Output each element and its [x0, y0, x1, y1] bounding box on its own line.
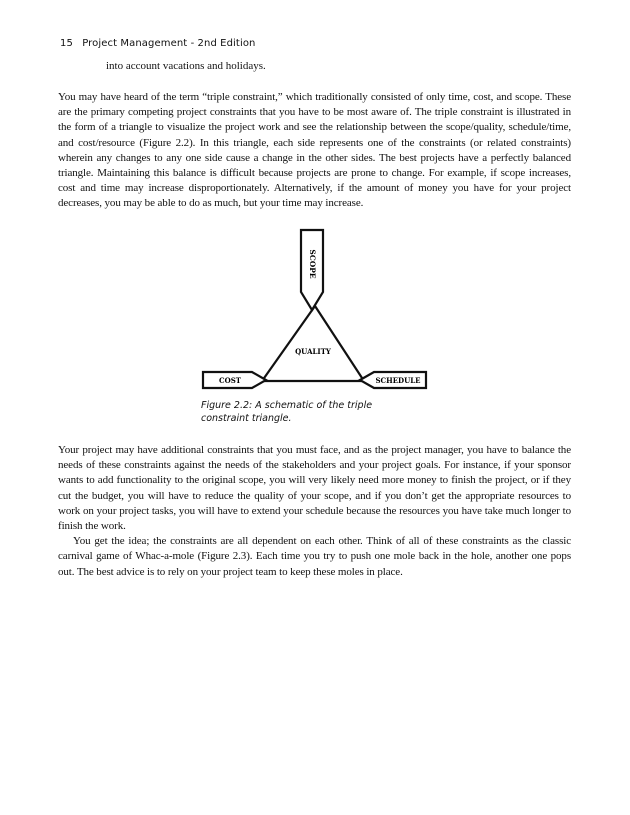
- continuation-line: into account vacations and holidays.: [106, 60, 266, 72]
- cost-label: COST: [219, 376, 241, 385]
- running-header: [60, 38, 255, 49]
- quality-label: QUALITY: [295, 347, 331, 356]
- paragraph-1-block: [58, 90, 571, 212]
- page-number: 15: [60, 38, 73, 49]
- paragraph-3: You get the idea; the constraints are all dependent on each other. Think of all of these constraints as the classic carnival game of Whac-a-mole (Figure 2.3). Each time you try to push one mole back in the hole, another one pops out. The best advice is to rely on your project team to keep these moles in place.: [58, 535, 571, 578]
- figure-caption: Figure 2.2: A schematic of the triple constraint triangle.: [201, 400, 373, 424]
- paragraph-2: Your project may have additional constraints that you must face, and as the project manager, you have to balance the needs of these constraints against the needs of the stakeholders and your project goals. For instance, if your sponsor wants to add functionality to the original scope, you will very likely need more money to finish the project, or if they cut the budget, you will have to reduce the quality of your scope, and if you don’t get the appropriate resources to work on your project tasks, you will have to extend your schedule because the resources you have take much longer to finish the work.: [58, 444, 571, 533]
- book-title: Project Management - 2nd Edition: [82, 38, 256, 49]
- paragraph-2-3-block: [58, 443, 571, 580]
- schedule-label: SCHEDULE: [375, 376, 421, 385]
- triple-constraint-figure: [198, 228, 438, 390]
- scope-label: SCOPE: [308, 249, 317, 279]
- triple-constraint-diagram: [198, 228, 438, 390]
- quality-triangle: [262, 306, 364, 381]
- paragraph-1: You may have heard of the term “triple constraint,” which traditionally consisted of only time, cost, and scope. These are the primary competing project constraints that you have to be most aware of. The triple constraint is illustrated in the form of a triangle to visualize the project work and see the relationship between the scope/quality, schedule/time, and cost/resource (Figure 2.2). In this triangle, each side represents one of the constraints (or related constraints) wherein any changes to any one side cause a change in the other sides. The best projects have a perfectly balanced triangle. Maintaining this balance is difficult because projects are prone to change. For example, if scope increases, cost and time may increase disproportionately. Alternatively, if the amount of money you have for your project decreases, you may be able to do as much, but your time may increase.: [58, 91, 571, 210]
